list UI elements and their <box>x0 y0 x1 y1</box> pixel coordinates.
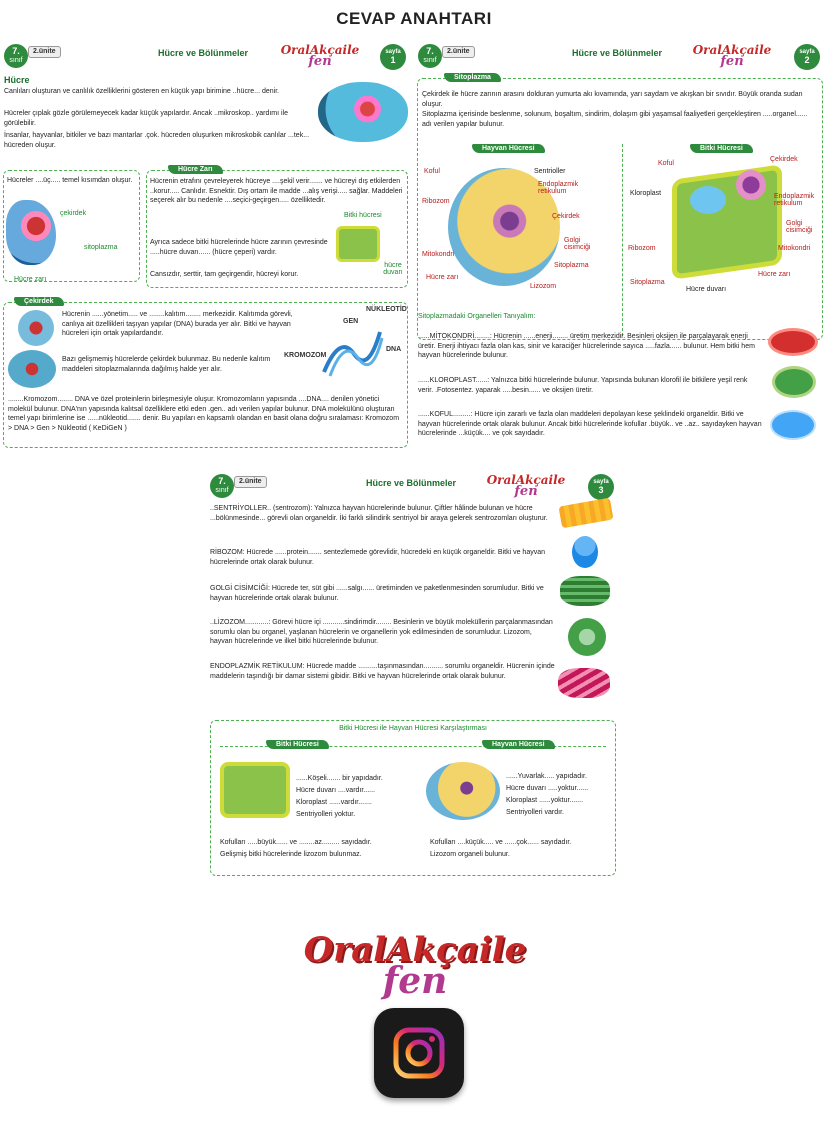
unit-label: 2.ünite <box>28 46 61 58</box>
lysosome-image <box>568 618 606 656</box>
er-image <box>558 668 610 698</box>
bitki-label-sitoplazma: Sitoplazma <box>630 279 665 286</box>
worksheet-page-2 <box>414 40 828 450</box>
hayvan-label-ribozom: Ribozom <box>422 198 450 205</box>
sito-line-2: Sitoplazma içerisinde beslenme, solunum, boşaltım, sindirim, dolaşım gibi yaşamsal faaliyetleri gerçekleştiren .....organel...... adı verilen yapılar bulunur. <box>422 111 808 128</box>
bitki-label-er: Endoplazmik retikulum <box>774 193 815 207</box>
item-ribozom: RİBOZOM: Hücrede ......protein....... sentezlemede görevlidir, hücredeki en küçük organeldir. Bitki ve hayvan hücrelerinde ortak olarak bulunur. <box>210 549 545 566</box>
label-bitki-hucresi: Bitki hücresi <box>344 212 382 219</box>
zar-line-1: Hücrenin etrafını çevreleyerek hücreye ....şekil verir....... ve hücreyi dış etkilerden ..korur..... Canlıdır. Esnektir. Dış ortam ile madde ...alış verişi..... sağlar. Maddeleri seçerek alır bu nedenle ....seçici-geçirgen..... özelliktedir. <box>150 178 403 205</box>
nucleus-image-1 <box>18 310 54 346</box>
hayvan-label-sentrioller: Sentrioller <box>534 168 566 175</box>
plant-cell-vacuole <box>690 186 726 214</box>
hucre-line-3: İnsanlar, hayvanlar, bitkiler ve bazı mantarlar .çok. hücreden oluşurken mikroskobik canlılar ...tek... hücreden oluşur. <box>4 132 310 149</box>
cekirdek-line-3: ........Kromozom........ DNA ve özel proteinlerin birleşmesiyle oluşur. Kromozomların yapısında ....DNA.... denilen yönetici molekül bulunur. DNA'nın yapısında kalıtsal özelliklere etki eden .gen.. adı verilen yapılar bulunur. DNA molekülünü oluşturan temel yapı birimlerine ise ......nükleotid....... denir. Bu yapıları en kapsamlı olandan en basit olana doğru sıralaması: Kromozom > DNA > Gen > Nükleotid ( KeDiGeN ) <box>8 396 400 432</box>
label-hucre-zari: Hücre zarı <box>14 276 47 283</box>
bitki-label-kloroplast: Kloroplast <box>630 190 662 197</box>
grade-word: sınıf <box>215 487 229 494</box>
hayvan-hucresi-tag: Hayvan Hücresi <box>472 144 545 153</box>
label-nukleotid: NÜKLEOTİD <box>366 306 407 313</box>
bitki-label-ribozom: Ribozom <box>628 245 656 252</box>
item-golgi: GOLGİ CİSİMCİĞİ: Hücrede ter, süt gibi ......salgı...... üretiminden ve paketlenmesinden sorumludur. Bitki ve hayvan hücrelerinde ortak olarak bulunur. <box>210 585 544 602</box>
hayvan-bottom-1: Kofulları ....küçük..... ve ......çok...... sayıdadır. <box>430 839 572 846</box>
hayvan-item-4: Sentriyolleri vardır. <box>506 809 564 816</box>
worksheet-page-1 <box>0 40 412 450</box>
instagram-icon[interactable] <box>374 1008 464 1098</box>
bitki-item-2: Hücre duvarı ....vardır...... <box>296 787 375 794</box>
bitki-item-4: Sentriyolleri yoktur. <box>296 811 356 818</box>
bitki-label-cekirdek: Çekirdek <box>770 156 798 163</box>
comparison-title: Bitki Hücresi ile Hayvan Hücresi Karşılaştırması <box>339 725 487 732</box>
hayvan-label-golgi: Golgi cisimciği <box>564 237 591 251</box>
page-title: CEVAP ANAHTARI <box>336 9 492 28</box>
grade-word: sınıf <box>423 57 437 64</box>
item-sentriyoller: ..SENTRİYOLLER.. (sentrozom): Yalnızca hayvan hücrelerinde bulunur. Çiftler hâlinde bulunan ve hücre ...bölünmesinde... görevli olan organeldir. İki farklı silindirik sentriyol bir araya gelerek sentrozomları oluşturur. <box>210 505 548 522</box>
unit-label: 2.ünite <box>442 46 475 58</box>
hayvan-item-2: Hücre duvarı .....yoktur...... <box>506 785 589 792</box>
hucre-line-2: Hücreler çıplak gözle görülemeyecek kadar küçük yapılardır. Ancak ..mikroskop.. yardımı ile görülebilir. <box>4 110 289 127</box>
brand-top: OralAkçaile <box>692 43 772 57</box>
brand-large-bottom: fen <box>382 960 448 1002</box>
hucre-zari-tag: Hücre Zarı <box>168 165 223 174</box>
cekirdek-line-1: Hücrenin ......yönetim..... ve ........kalıtım........ merkezidir. Kalıtımda görevli, canlıya ait özellikleri taşıyan yapılar (DNA) burada yer alır. Bitki ve hayvan hücreleri için ortak yapılardandır. <box>62 311 293 338</box>
unit-label: 2.ünite <box>234 476 267 488</box>
label-sitoplazma: sitoplazma <box>84 244 118 251</box>
label-gen: GEN <box>343 318 359 325</box>
organel-koful: ......KOFUL.........: Hücre için zararlı ve fazla olan maddeleri depolayan kese şeklindeki organeldir. Bitki ve hayvan hücrelerinde ortak olarak bulunur. Ancak bitki hücrelerinde kofullar .büyük.. ve ..az.. sayıdayken hayvan hücrelerinde ...küçük.... ve çok sayıdadır. <box>418 411 762 438</box>
brand-large-top: OralAkçaile <box>303 930 527 970</box>
compare-bitki-tag: Bitki Hücresi <box>266 740 329 749</box>
hayvan-bottom-2: Lizozom organeli bulunur. <box>430 851 510 858</box>
page-number-badge <box>588 474 614 500</box>
brand-logo <box>486 475 566 497</box>
ribosome-image <box>572 536 598 568</box>
item-er: ENDOPLAZMİK RETİKULUM: Hücrede madde ..........taşınmasından.......... sorumlu organeldir. Hücrenin içinde maddelerin taşındığı bir damar sistemi gibidir. Bitki ve hayvan hücrelerinde ortak olarak bulunur. <box>210 663 555 680</box>
label-hucre-duvari: hücre duvarı <box>383 262 403 276</box>
nucleus-image-2 <box>8 350 56 388</box>
zar-line-2: Ayrıca sadece bitki hücrelerinde hücre zarının çevresinde .....hücre duvarı...... (hücre çeperi) vardır. <box>150 239 328 256</box>
centriole-image <box>558 498 613 529</box>
hayvan-label-cekirdek: Çekirdek <box>552 213 580 220</box>
page-number: 2 <box>804 55 810 65</box>
brand-top: OralAkçaile <box>280 43 360 57</box>
brand-bottom: fen <box>514 484 538 499</box>
grade-number: 7. <box>218 476 226 486</box>
compare-animal-cell-image <box>426 762 500 820</box>
compare-plant-cell-image <box>220 762 290 818</box>
header-subject: Hücre ve Bölünmeler <box>572 48 663 58</box>
hayvan-item-1: ......Yuvarlak..... yapıdadır. <box>506 773 587 780</box>
page-number: 3 <box>598 485 604 495</box>
header-subject: Hücre ve Bölünmeler <box>158 48 249 58</box>
mitochondria-image <box>768 328 818 356</box>
zar-line-3: Cansızdır, serttir, tam geçirgendir, hücreyi korur. <box>150 271 299 278</box>
sito-line-1: Çekirdek ile hücre zarının arasını dolduran yumurta akı kıvamında, yarı saydam ve akışkan bir sıvıdır. Büyük oranda sudan oluşur. <box>422 91 803 108</box>
bitki-label-mitokondri: Mitokondri <box>778 245 811 252</box>
brand-logo-large <box>300 930 530 1002</box>
grade-badge <box>418 44 442 68</box>
brand-bottom: fen <box>308 54 332 69</box>
page-number-badge <box>380 44 406 70</box>
cekirdek-line-2: Bazı gelişmemiş hücrelerde çekirdek bulunmaz. Bu nedenle kalıtım maddeleri sitoplazmalarında dağılmış halde yer alır. <box>62 356 271 373</box>
plant-cell-image <box>336 226 380 262</box>
sitoplazma-tag: Sitoplazma <box>444 73 501 82</box>
bitki-label-golgi: Golgi cisimciği <box>786 220 813 234</box>
brand-logo <box>692 45 772 67</box>
bitki-item-3: Kloroplast ......vardır....... <box>296 799 372 806</box>
bitki-bottom-2: Gelişmiş bitki hücrelerinde lizozom bulunmaz. <box>220 851 362 858</box>
page-number-badge <box>794 44 820 70</box>
organelles-title: Sitoplazmadaki Organelleri Tanıyalım: <box>418 313 536 320</box>
vacuole-image <box>770 410 816 440</box>
page-number: 1 <box>390 55 396 65</box>
grade-badge <box>4 44 28 68</box>
organel-kloroplast: ......KLOROPLAST......: Yalnızca bitki hücrelerinde bulunur. Yapısında bulunan klorofil ile bitkilere yeşil renk verir. .Fotosentez. yaparak .....besin...... ve oksijen üretir. <box>418 377 748 394</box>
compare-hayvan-tag: Hayvan Hücresi <box>482 740 555 749</box>
diagram-divider <box>622 144 623 336</box>
label-kromozom: KROMOZOM <box>284 352 327 359</box>
worksheet-page-3 <box>206 470 620 880</box>
cell-parts-text: Hücreler ....üç..... temel kısımdan oluşur. <box>7 177 133 184</box>
hayvan-label-sitoplazma: Sitoplazma <box>554 262 589 269</box>
label-cekirdek: çekirdek <box>60 210 87 217</box>
bitki-label-koful: Koful <box>658 160 674 167</box>
header-subject: Hücre ve Bölünmeler <box>366 478 457 488</box>
grade-word: sınıf <box>9 57 23 64</box>
page-word: sayfa <box>593 479 609 485</box>
hayvan-label-hucre-zari: Hücre zarı <box>426 274 459 281</box>
chloroplast-image <box>772 366 816 398</box>
bitki-hucresi-tag: Bitki Hücresi <box>690 144 753 153</box>
page-word: sayfa <box>799 49 815 55</box>
dna-image <box>320 324 384 380</box>
brand-bottom: fen <box>720 54 744 69</box>
section-title-hucre: Hücre <box>4 75 30 85</box>
bitki-bottom-1: Kofulları .....büyük...... ve ........az......... sayıdadır. <box>220 839 372 846</box>
hayvan-label-lizozom: Lizozom <box>530 283 557 290</box>
golgi-image <box>560 576 610 606</box>
item-lizozom: ..LİZOZOM............: Görevi hücre içi ...........sindirimdir........ Besinlerin ve büyük moleküllerin parçalanmasından sorumlu olan bu organel, yaşlanan hücrelerin ve organellerin yok edilmesinden de sorumludur. Lizozom, hayvan hücrelerinde ve ilkel bitki hücrelerinde bulunur. <box>210 619 553 646</box>
plant-cell-nucleus <box>736 170 766 200</box>
bitki-label-hucre-duvari: Hücre duvarı <box>686 286 727 293</box>
organel-mitokondri: ......MİTOKONDRİ........: Hücrenin ......enerji........ üretim merkezidir. Besinleri oksijen ile parçalayarak enerji üretir. Enerji ihtiyacı fazla olan kas, sinir ve karaciğer hücrelerinde sayıca .....fazla...... bulunur. Hem bitki hem hayvan hücrelerinde bulunur. <box>418 333 755 360</box>
hayvan-label-er: Endoplazmik retikulum <box>538 181 579 195</box>
grade-number: 7. <box>12 46 20 56</box>
brand-logo <box>280 45 360 67</box>
bitki-item-1: ......Köşeli....... bir yapıdadır. <box>296 775 383 782</box>
hayvan-label-koful: Koful <box>424 168 440 175</box>
grade-badge <box>210 474 234 498</box>
page-word: sayfa <box>385 49 401 55</box>
hucre-line-1: Canlıları oluşturan ve canlılık özelliklerini gösteren en küçük yapı birimine ..hücre... denir. <box>4 88 280 95</box>
hayvan-label-mitokondri: Mitokondri <box>422 251 455 258</box>
grade-number: 7. <box>426 46 434 56</box>
label-dna: DNA <box>386 346 402 353</box>
cekirdek-tag: Çekirdek <box>14 297 64 306</box>
animal-cell-image <box>318 82 408 142</box>
hayvan-item-3: Kloroplast ......yoktur....... <box>506 797 584 804</box>
brand-top: OralAkçaile <box>486 473 566 487</box>
bitki-label-hucre-zari: Hücre zarı <box>758 271 791 278</box>
